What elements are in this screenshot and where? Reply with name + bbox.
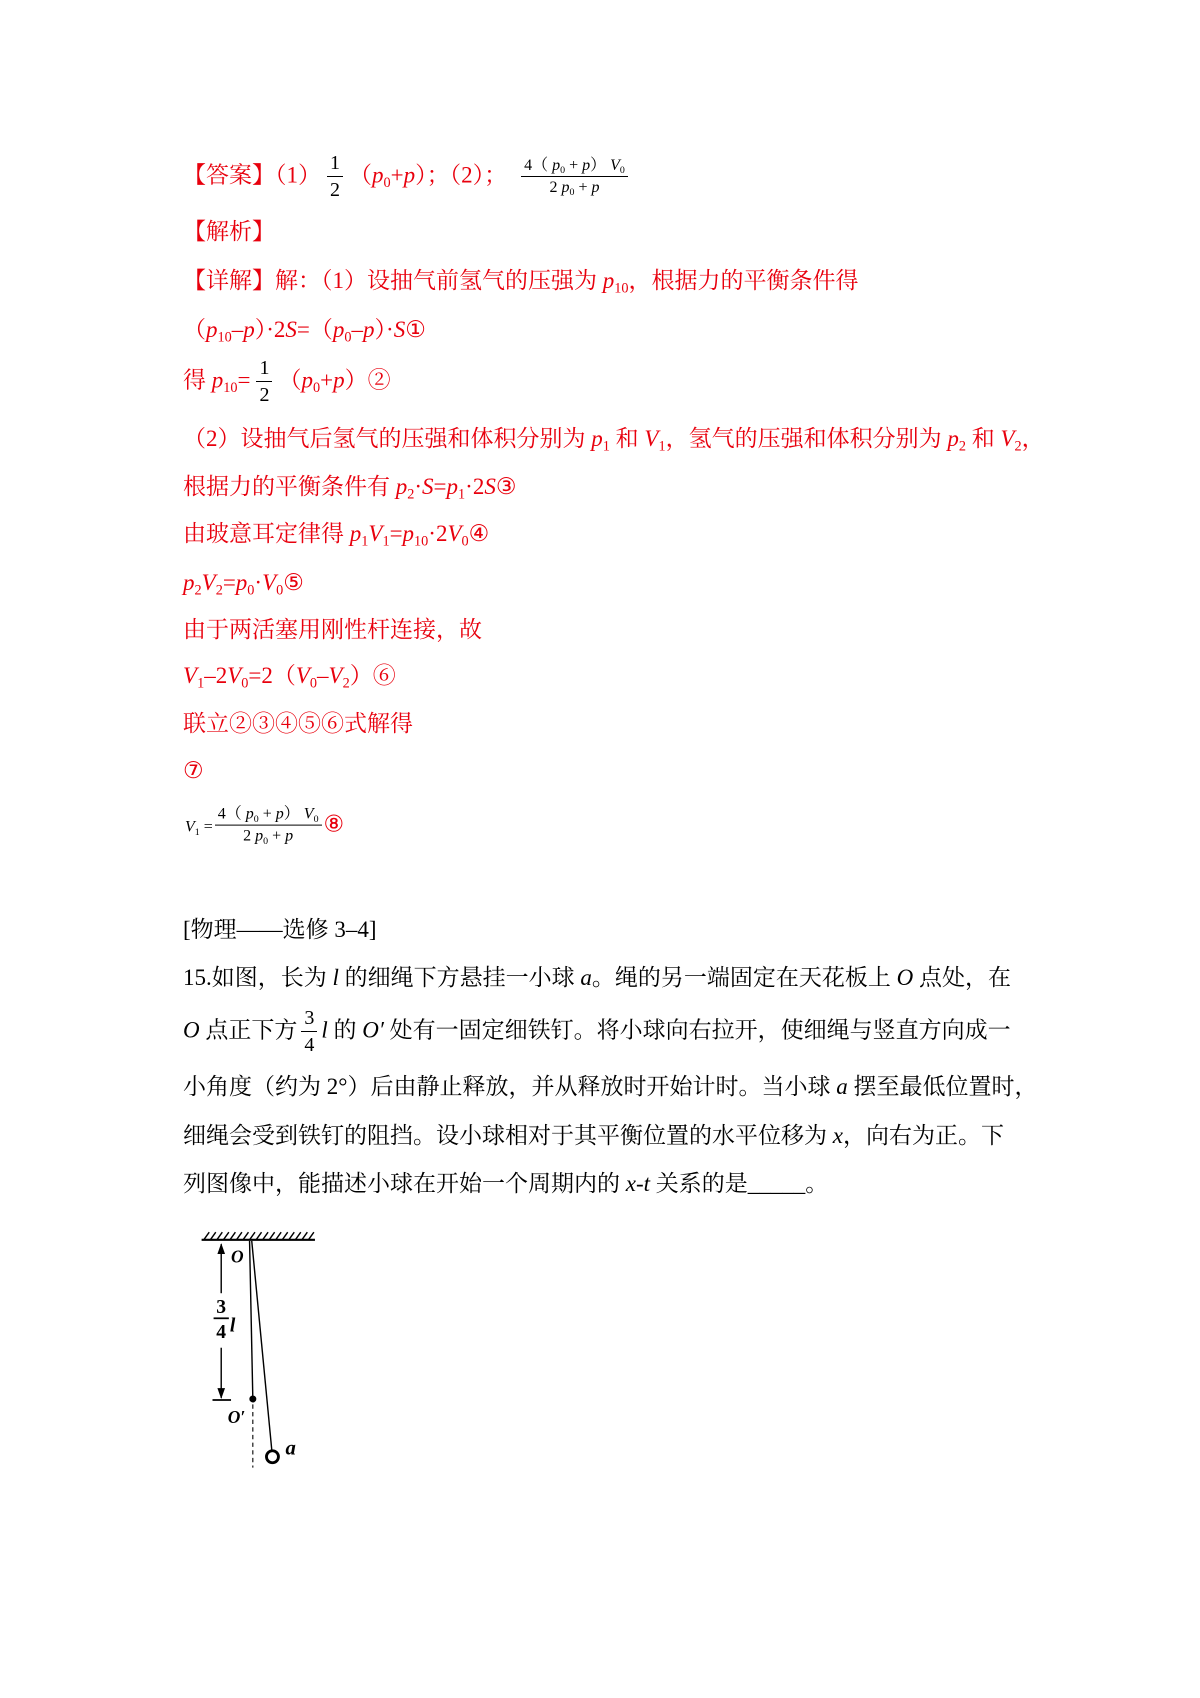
math-subscript: 10: [414, 533, 429, 550]
label-point-O: O: [231, 1246, 244, 1267]
math-variable: p: [582, 156, 591, 174]
math-variable: l: [332, 965, 339, 990]
text-run: 列图像中，能描述小球在开始一个周期内的: [183, 1171, 626, 1196]
text-run: 4（: [524, 156, 553, 174]
math-variable: p: [243, 317, 255, 342]
math-subscript: 10: [217, 329, 232, 346]
math-variable: V: [610, 156, 620, 174]
dimension-fraction-denominator: 4: [216, 1321, 227, 1343]
text-run: 根据力的平衡条件有: [183, 474, 396, 499]
text-run: 点正下方: [199, 1017, 298, 1043]
math-variable: p: [403, 162, 416, 188]
text-run: ）②: [344, 367, 391, 393]
text-run: 4（: [217, 805, 246, 823]
text-run: （2）设抽气后氢气的压强和体积分别为: [183, 426, 592, 451]
math-subscript: 0: [461, 533, 469, 550]
text-run: +: [390, 162, 404, 188]
math-variable: x-t: [625, 1171, 651, 1196]
text-run: ·2: [465, 474, 485, 499]
part2-tag: （2）；: [449, 162, 508, 188]
text-run: 得: [183, 367, 212, 393]
equation-6: [183, 661, 396, 691]
math-subscript: 1: [382, 533, 390, 550]
text-run: （: [183, 317, 206, 342]
text-run: 关系的是: [650, 1171, 748, 1196]
text-run: 点处，在: [913, 965, 1012, 990]
math-subscript: 2: [407, 486, 415, 503]
math-variable: V: [295, 663, 310, 688]
math-subscript: 1: [658, 438, 666, 455]
text-run: （: [278, 367, 302, 393]
text-run: 。绳的另一端固定在天花板上: [591, 965, 897, 990]
math-variable: p: [245, 805, 254, 823]
math-variable: V: [201, 570, 216, 595]
math-subscript: 0: [569, 187, 575, 199]
text-run: 处有一固定细铁钉。将小球向右拉开，使细绳与竖直方向成一: [383, 1017, 1011, 1043]
pendulum-figure: [196, 1230, 338, 1472]
text-run: 小角度（约为 2°）后由静止释放，并从释放时开始计时。当小球: [183, 1074, 837, 1099]
math-variable: S: [393, 317, 406, 342]
equation-lhs: [185, 818, 213, 838]
text-run: –: [231, 317, 244, 342]
math-variable: S: [285, 317, 297, 342]
fraction-denominator: 2: [330, 179, 340, 201]
text-run: ⑤: [283, 570, 304, 595]
text-run: ）·: [374, 317, 394, 342]
dimension-fraction-numerator: 3: [216, 1296, 227, 1318]
text-run: ，氢气的压强和体积分别为: [665, 426, 948, 451]
math-variable: p: [333, 367, 345, 393]
math-variable: V: [447, 521, 462, 546]
math-variable: V: [644, 426, 659, 451]
text-run: 由于两活塞用刚性杆连接，故: [183, 617, 482, 642]
text-run: ④: [468, 521, 490, 546]
question-line-4: [183, 1121, 1004, 1151]
fraction-denominator: [521, 177, 628, 197]
math-subscript: 1: [602, 438, 610, 455]
text-run: ，向右为正。下: [842, 1123, 1004, 1148]
text-run: 15.如图，长为: [183, 965, 333, 990]
dimension-length-label: l: [229, 1315, 236, 1337]
math-variable: a: [580, 965, 592, 990]
math-subscript: 0: [313, 813, 319, 825]
math-subscript: 0: [263, 836, 269, 848]
math-variable: p: [602, 268, 615, 293]
text-run: 的: [327, 1017, 363, 1043]
text-run: =: [433, 474, 447, 499]
analysis-line: [183, 217, 275, 247]
math-variable: p: [402, 521, 415, 546]
text-run: +: [320, 367, 334, 393]
nail-point: [249, 1395, 256, 1402]
math-subscript: 0: [619, 164, 625, 176]
text-run: =: [199, 818, 213, 836]
question-line-1: [183, 963, 1011, 993]
fraction-three-quarters: [301, 1007, 317, 1057]
math-variable: V: [227, 663, 242, 688]
math-subscript: 1: [458, 486, 466, 503]
math-subscript: 0: [253, 813, 259, 825]
text-run: 解：（1）设抽气前氢气的压强为: [275, 268, 603, 293]
question-line-5: [183, 1169, 828, 1199]
dimension-arrow-down-icon: [217, 1388, 225, 1399]
math-subscript: 2: [958, 438, 966, 455]
fraction-numerator: 1: [256, 357, 272, 382]
math-subscript: 0: [344, 329, 352, 346]
text-run: 2: [549, 179, 562, 196]
text-run: ）: [283, 805, 304, 823]
text-run: =: [237, 367, 251, 393]
math-variable: p: [947, 426, 959, 451]
math-variable: p: [275, 805, 284, 823]
math-subscript: 2: [215, 582, 223, 599]
equation-3: [183, 472, 516, 502]
math-variable: V: [368, 521, 383, 546]
fraction-numerator: 1: [327, 152, 343, 177]
math-subscript: 1: [361, 533, 369, 550]
analysis-label: 【解析】: [183, 219, 275, 244]
math-subscript: 0: [241, 675, 249, 692]
text-run: +: [268, 828, 286, 845]
text-run: ·: [414, 474, 423, 499]
text-run: 。: [805, 1171, 829, 1196]
math-variable: x: [832, 1123, 843, 1148]
math-subscript: 2: [342, 675, 350, 692]
text-run: ）⑥: [349, 663, 396, 688]
answer-label: 【答案】: [183, 162, 275, 188]
text-run: ，根据力的平衡条件得: [628, 268, 859, 293]
math-variable: p: [301, 367, 313, 393]
math-variable: S: [422, 474, 434, 499]
text-run: +: [574, 179, 592, 196]
text-run: 2: [243, 828, 256, 845]
equation-5: [183, 568, 304, 598]
text-run: ⑦: [183, 758, 204, 783]
text-run: =: [389, 521, 403, 546]
text-run: –: [317, 663, 329, 688]
math-subscript: 0: [383, 174, 391, 191]
ball: [266, 1451, 278, 1463]
text-run: –2: [204, 663, 228, 688]
math-subscript: 1: [194, 826, 200, 838]
label-point-O-prime: O′: [227, 1406, 246, 1427]
text-run: 细绳会受到铁钉的阻挡。设小球相对于其平衡位置的水平位移为: [183, 1123, 833, 1148]
math-subscript: 0: [560, 164, 566, 176]
math-variable: p: [591, 426, 603, 451]
text-run: =（: [296, 317, 333, 342]
fraction-numerator: [215, 806, 322, 826]
swung-string: [252, 1241, 272, 1451]
math-variable: O: [183, 1017, 200, 1043]
math-variable: p: [332, 317, 345, 342]
equation-1: [183, 315, 426, 345]
math-variable: p: [285, 828, 294, 845]
fraction-one-half: [327, 152, 343, 202]
question-line-3: [183, 1072, 1037, 1102]
text-run: ，: [1021, 426, 1045, 451]
math-variable: O: [896, 965, 914, 990]
math-variable: p: [255, 828, 264, 845]
fraction-numerator: 3: [301, 1007, 317, 1032]
math-subscript: 1: [197, 675, 205, 692]
math-variable: V: [1000, 426, 1015, 451]
math-variable: p: [591, 179, 600, 196]
math-variable: p: [363, 317, 375, 342]
text-run: ）: [590, 156, 611, 174]
math-subscript: 2: [1014, 438, 1022, 455]
math-variable: a: [836, 1074, 848, 1099]
fraction-one-half: [256, 357, 272, 407]
ceiling-hatching: [204, 1232, 314, 1240]
text-run: 和: [965, 426, 1001, 451]
text-run: +: [565, 156, 583, 174]
text-run: –: [351, 317, 364, 342]
equation-2: [183, 357, 391, 407]
answer-line: [183, 152, 634, 202]
label-ball-a: a: [285, 1437, 296, 1460]
text-run: [物理——选修 3–4]: [183, 917, 377, 942]
text-run: 联立②③④⑤⑥式解得: [183, 711, 413, 736]
equation-4: [183, 519, 489, 549]
text-run: ·2: [428, 521, 448, 546]
dimension-arrow-up-icon: [217, 1243, 225, 1254]
text-run: 由玻意耳定律得: [183, 521, 350, 546]
math-variable: V: [183, 663, 198, 688]
math-variable: p: [372, 162, 384, 188]
detail-line: [183, 266, 859, 296]
math-variable: p: [561, 179, 570, 196]
part2-intro-line: [183, 424, 1045, 454]
text-run: +: [258, 805, 276, 823]
math-variable: V: [303, 805, 314, 823]
text-run: （: [349, 162, 372, 188]
fraction-v1-result: [215, 806, 322, 847]
math-subscript: 10: [614, 280, 629, 297]
fraction-answer-result: [521, 157, 628, 198]
marker-7: [183, 756, 204, 786]
text-run: 的细绳下方悬挂一小球: [338, 965, 581, 990]
math-variable: p: [349, 521, 362, 546]
math-variable: V: [262, 570, 277, 595]
rod-line: [183, 615, 482, 645]
fraction-denominator: 2: [259, 384, 270, 406]
fraction-numerator: [521, 157, 628, 177]
text-run: ③: [495, 474, 517, 499]
detail-label: 【详解】: [183, 268, 275, 293]
math-variable: p: [395, 474, 408, 499]
math-subscript: 0: [247, 582, 255, 599]
math-variable: V: [185, 818, 195, 836]
math-variable: V: [328, 663, 343, 688]
text-run: ·: [254, 570, 263, 595]
equation-8: [185, 806, 344, 847]
text-run: 摆至最低位置时，: [847, 1074, 1038, 1099]
math-variable: S: [484, 474, 496, 499]
equation-tag: ⑧: [323, 811, 345, 837]
fraction-denominator: [215, 826, 322, 846]
math-subscript: 0: [276, 582, 284, 599]
text-run: ）；: [415, 162, 450, 188]
text-run: ①: [405, 317, 426, 342]
math-variable: O′: [362, 1017, 384, 1043]
question-line-2: [183, 1007, 1011, 1057]
math-subscript: 10: [223, 379, 238, 396]
math-variable: p: [183, 570, 195, 595]
math-subscript: 0: [309, 675, 318, 692]
math-variable: l: [321, 1017, 328, 1043]
math-variable: p: [211, 367, 224, 393]
fraction-denominator: 4: [304, 1034, 315, 1056]
answer-blank: _____: [747, 1171, 806, 1196]
part1-tag: （1）: [275, 162, 321, 188]
text-run: ）·2: [254, 317, 286, 342]
vertical-string: [250, 1241, 253, 1399]
math-variable: p: [206, 317, 218, 342]
text-run: 和: [609, 426, 645, 451]
combine-line: [183, 709, 413, 739]
math-subscript: 2: [194, 582, 202, 599]
math-variable: p: [552, 156, 561, 174]
section-title: [183, 915, 377, 945]
text-run: =2（: [248, 663, 296, 688]
math-variable: p: [446, 474, 459, 499]
text-run: =: [222, 570, 236, 595]
math-variable: p: [235, 570, 248, 595]
math-subscript: 0: [312, 379, 321, 396]
